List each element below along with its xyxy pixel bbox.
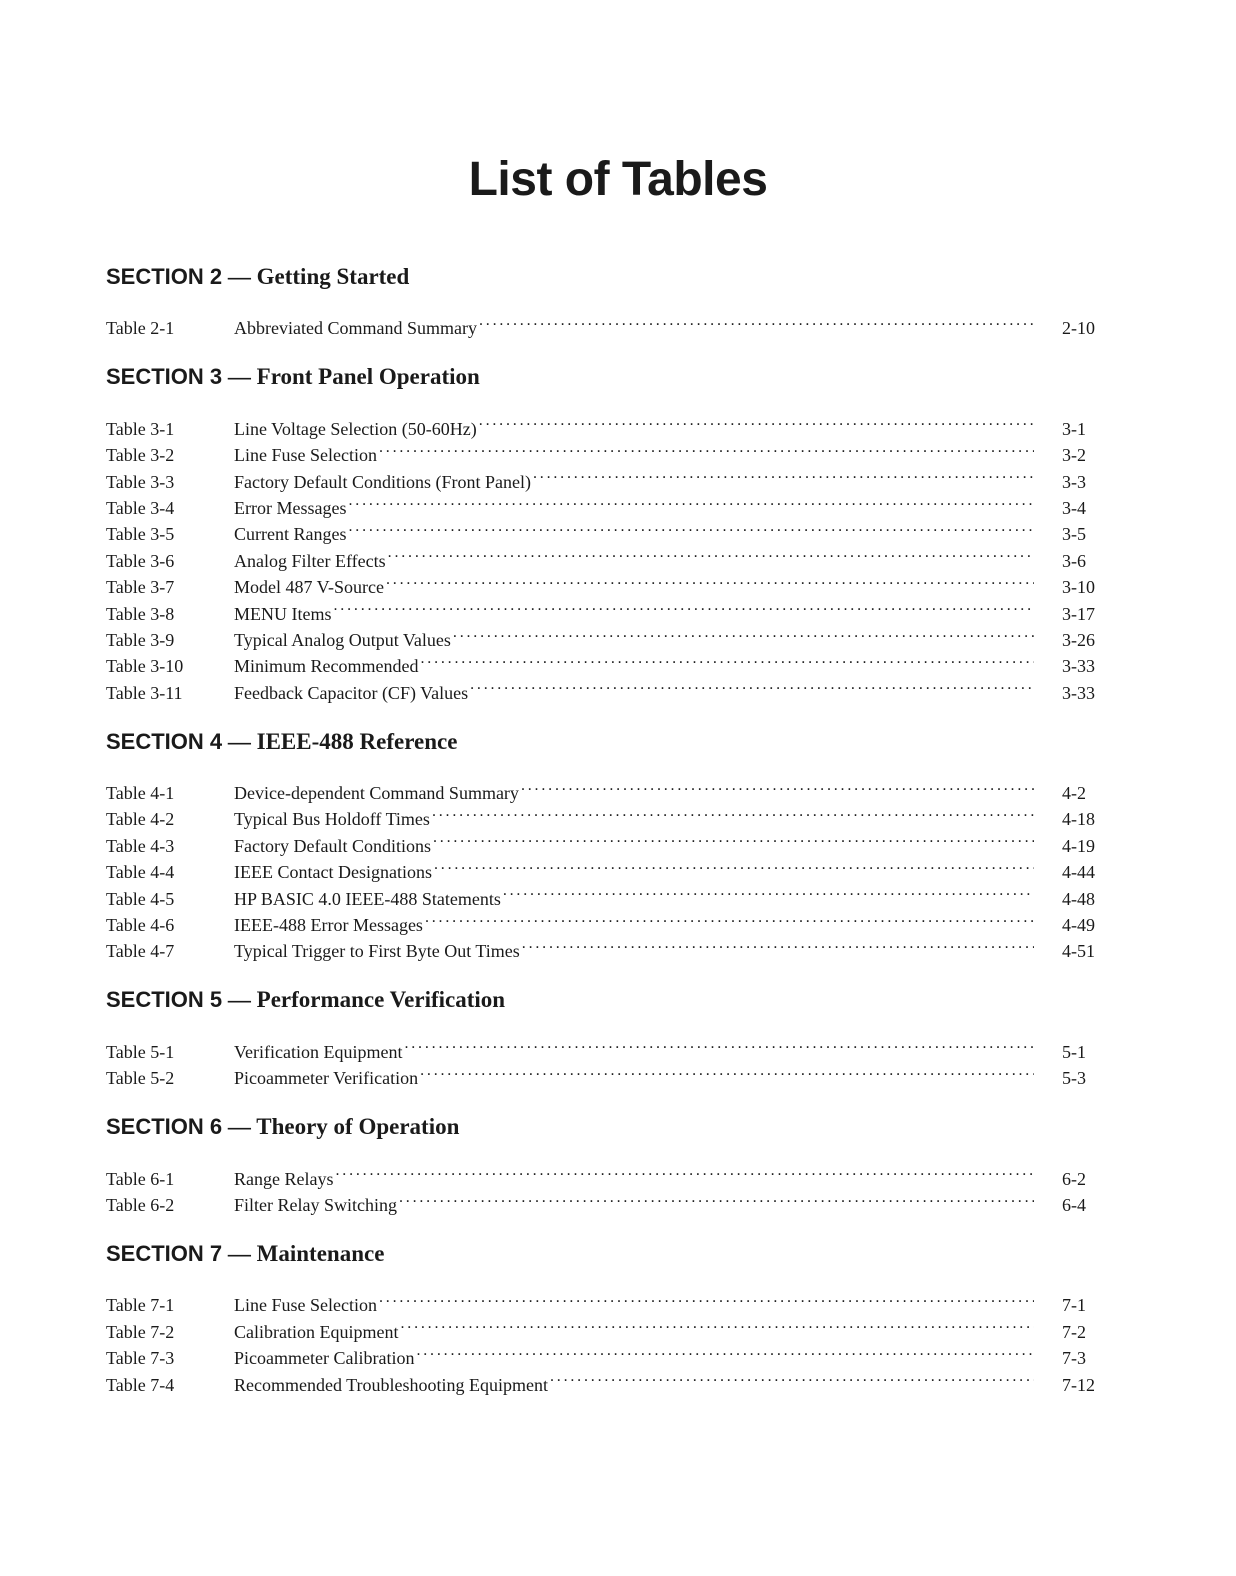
section-heading xyxy=(106,725,1106,759)
table-number: Table 3-10 xyxy=(106,656,184,677)
table-title: Line Fuse Selection xyxy=(234,1295,377,1316)
dot-leader xyxy=(434,852,1034,878)
table-number: Table 3-2 xyxy=(106,445,175,466)
table-title: Device-dependent Command Summary xyxy=(234,783,519,804)
section-4 xyxy=(106,725,1106,962)
dot-leader xyxy=(420,646,1034,672)
table-number: Table 4-6 xyxy=(106,915,175,936)
dot-leader xyxy=(470,672,1034,698)
dot-leader xyxy=(348,514,1034,540)
dot-leader xyxy=(379,435,1034,461)
page-number: 7-1 xyxy=(1062,1295,1086,1316)
section-prefix: SECTION 7 xyxy=(106,1240,223,1266)
section-name: IEEE-488 Reference xyxy=(256,728,458,754)
table-number: Table 2-1 xyxy=(106,318,175,339)
table-entry xyxy=(106,408,1106,439)
table-entry xyxy=(106,308,1106,339)
dot-leader xyxy=(399,1185,1034,1211)
section-heading xyxy=(106,360,1106,394)
section-entries xyxy=(106,308,1106,339)
table-title: IEEE-488 Error Messages xyxy=(234,915,423,936)
page-title: List of Tables xyxy=(468,153,768,206)
table-title: Feedback Capacitor (CF) Values xyxy=(234,682,469,703)
page-number: 4-2 xyxy=(1062,783,1086,804)
page-number: 2-10 xyxy=(1062,318,1095,339)
table-title: Typical Bus Holdoff Times xyxy=(234,809,430,830)
table-number: Table 3-11 xyxy=(106,682,183,703)
page-number: 5-3 xyxy=(1062,1068,1086,1089)
table-number: Table 3-3 xyxy=(106,471,175,492)
table-number: Table 7-1 xyxy=(106,1295,175,1316)
page-number: 3-10 xyxy=(1062,577,1095,598)
section-dash: — xyxy=(227,264,251,289)
page-number: 5-1 xyxy=(1062,1041,1086,1062)
dot-leader xyxy=(335,1158,1034,1184)
table-title: HP BASIC 4.0 IEEE-488 Statements xyxy=(234,888,501,909)
table-number: Table 4-3 xyxy=(106,835,175,856)
section-entries xyxy=(106,1158,1106,1215)
dot-leader xyxy=(400,1311,1034,1337)
dot-leader xyxy=(420,1058,1034,1084)
page-number: 3-6 xyxy=(1062,550,1086,571)
table-title: Line Voltage Selection (50-60Hz) xyxy=(234,418,477,439)
table-number: Table 3-7 xyxy=(106,577,175,598)
section-heading xyxy=(106,983,1106,1017)
page-number: 3-5 xyxy=(1062,524,1086,545)
table-title: Factory Default Conditions xyxy=(234,835,431,856)
table-entry xyxy=(106,1031,1106,1062)
section-heading xyxy=(106,1237,1106,1271)
section-name: Performance Verification xyxy=(256,987,506,1013)
section-5 xyxy=(106,983,1106,1089)
table-number: Table 6-1 xyxy=(106,1168,175,1189)
dot-leader xyxy=(379,1285,1034,1311)
page-number: 7-2 xyxy=(1062,1321,1086,1342)
page-number: 3-26 xyxy=(1062,629,1095,650)
section-dash: — xyxy=(227,364,251,390)
table-title: Filter Relay Switching xyxy=(234,1194,397,1215)
page-number: 3-33 xyxy=(1062,656,1095,677)
table-title: Typical Trigger to First Byte Out Times xyxy=(234,941,520,962)
page-number: 3-2 xyxy=(1062,445,1086,466)
table-entry xyxy=(106,1158,1106,1189)
page-number: 4-51 xyxy=(1062,941,1095,962)
page-number: 6-2 xyxy=(1062,1168,1086,1189)
page-number: 7-3 xyxy=(1062,1348,1086,1369)
page-number: 4-48 xyxy=(1062,888,1095,909)
table-title: MENU Items xyxy=(234,603,332,624)
dot-leader xyxy=(348,488,1034,514)
dot-leader xyxy=(522,931,1034,957)
section-name: Theory of Operation xyxy=(256,1114,460,1140)
table-title: IEEE Contact Designations xyxy=(234,862,432,883)
section-dash: — xyxy=(227,728,251,754)
table-number: Table 3-5 xyxy=(106,524,175,545)
section-6 xyxy=(106,1110,1106,1215)
section-prefix: SECTION 6 xyxy=(106,1114,223,1140)
table-number: Table 7-4 xyxy=(106,1374,175,1395)
dot-leader xyxy=(453,620,1034,646)
table-number: Table 7-2 xyxy=(106,1321,175,1342)
table-number: Table 3-4 xyxy=(106,497,175,518)
section-prefix: SECTION 4 xyxy=(106,728,223,754)
table-number: Table 6-2 xyxy=(106,1194,175,1215)
table-title: Recommended Troubleshooting Equipment xyxy=(234,1374,548,1395)
table-number: Table 5-1 xyxy=(106,1041,175,1062)
table-list xyxy=(106,260,1106,1395)
table-entry xyxy=(106,773,1106,804)
section-name: Maintenance xyxy=(256,1240,385,1266)
table-title: Minimum Recommended xyxy=(234,656,419,677)
table-number: Table 4-5 xyxy=(106,888,175,909)
table-title: Picoammeter Verification xyxy=(234,1068,419,1089)
page-number: 3-17 xyxy=(1062,603,1095,624)
table-number: Table 3-6 xyxy=(106,550,175,571)
table-number: Table 3-9 xyxy=(106,629,175,650)
table-number: Table 3-1 xyxy=(106,418,175,439)
section-prefix: SECTION 3 xyxy=(106,364,223,390)
section-heading xyxy=(106,1110,1106,1144)
section-entries xyxy=(106,408,1106,703)
section-prefix: SECTION 2 xyxy=(106,264,223,289)
table-entry xyxy=(106,1285,1106,1316)
table-title: Abbreviated Command Summary xyxy=(234,318,477,339)
table-number: Table 4-4 xyxy=(106,862,175,883)
table-number: Table 4-7 xyxy=(106,941,175,962)
section-7 xyxy=(106,1237,1106,1395)
table-number: Table 3-8 xyxy=(106,603,175,624)
table-title: Line Fuse Selection xyxy=(234,445,377,466)
table-number: Table 5-2 xyxy=(106,1068,175,1089)
table-number: Table 4-2 xyxy=(106,809,175,830)
dot-leader xyxy=(550,1364,1034,1390)
dot-leader xyxy=(503,878,1034,904)
section-entries xyxy=(106,773,1106,962)
page-number: 4-19 xyxy=(1062,835,1095,856)
dot-leader xyxy=(388,540,1034,566)
table-title: Model 487 V-Source xyxy=(234,577,384,598)
table-title: Error Messages xyxy=(234,497,347,518)
page-number: 4-44 xyxy=(1062,862,1095,883)
section-dash: — xyxy=(227,1240,251,1266)
dot-leader xyxy=(386,567,1034,593)
page-number: 4-49 xyxy=(1062,915,1095,936)
dot-leader xyxy=(425,905,1034,931)
table-title: Calibration Equipment xyxy=(234,1321,399,1342)
table-title: Picoammeter Calibration xyxy=(234,1348,415,1369)
page-number: 6-4 xyxy=(1062,1194,1086,1215)
table-title: Analog Filter Effects xyxy=(234,550,386,571)
section-2 xyxy=(106,260,1106,339)
page-number: 3-33 xyxy=(1062,682,1095,703)
dot-leader xyxy=(432,799,1034,825)
dot-leader xyxy=(416,1338,1034,1364)
section-dash: — xyxy=(227,987,251,1013)
table-title: Typical Analog Output Values xyxy=(234,629,451,650)
dot-leader xyxy=(533,461,1034,487)
table-title: Range Relays xyxy=(234,1168,334,1189)
section-entries xyxy=(106,1031,1106,1089)
dot-leader xyxy=(479,408,1034,434)
section-heading xyxy=(106,260,1106,294)
page-number: 4-18 xyxy=(1062,809,1095,830)
section-entries xyxy=(106,1285,1106,1395)
section-dash: — xyxy=(227,1114,251,1140)
table-number: Table 4-1 xyxy=(106,783,175,804)
dot-leader xyxy=(404,1031,1034,1057)
section-name: Getting Started xyxy=(256,264,410,289)
section-3 xyxy=(106,360,1106,703)
page-number: 3-1 xyxy=(1062,418,1086,439)
page-number: 3-3 xyxy=(1062,471,1086,492)
page-number: 7-12 xyxy=(1062,1374,1095,1395)
dot-leader xyxy=(433,825,1034,851)
table-title: Verification Equipment xyxy=(234,1041,403,1062)
dot-leader xyxy=(521,773,1034,799)
table-title: Factory Default Conditions (Front Panel) xyxy=(234,471,531,492)
dot-leader xyxy=(479,308,1034,334)
section-name: Front Panel Operation xyxy=(256,364,480,390)
section-prefix: SECTION 5 xyxy=(106,987,223,1013)
table-title: Current Ranges xyxy=(234,524,347,545)
page-number: 3-4 xyxy=(1062,497,1086,518)
table-number: Table 7-3 xyxy=(106,1348,175,1369)
dot-leader xyxy=(334,593,1035,619)
